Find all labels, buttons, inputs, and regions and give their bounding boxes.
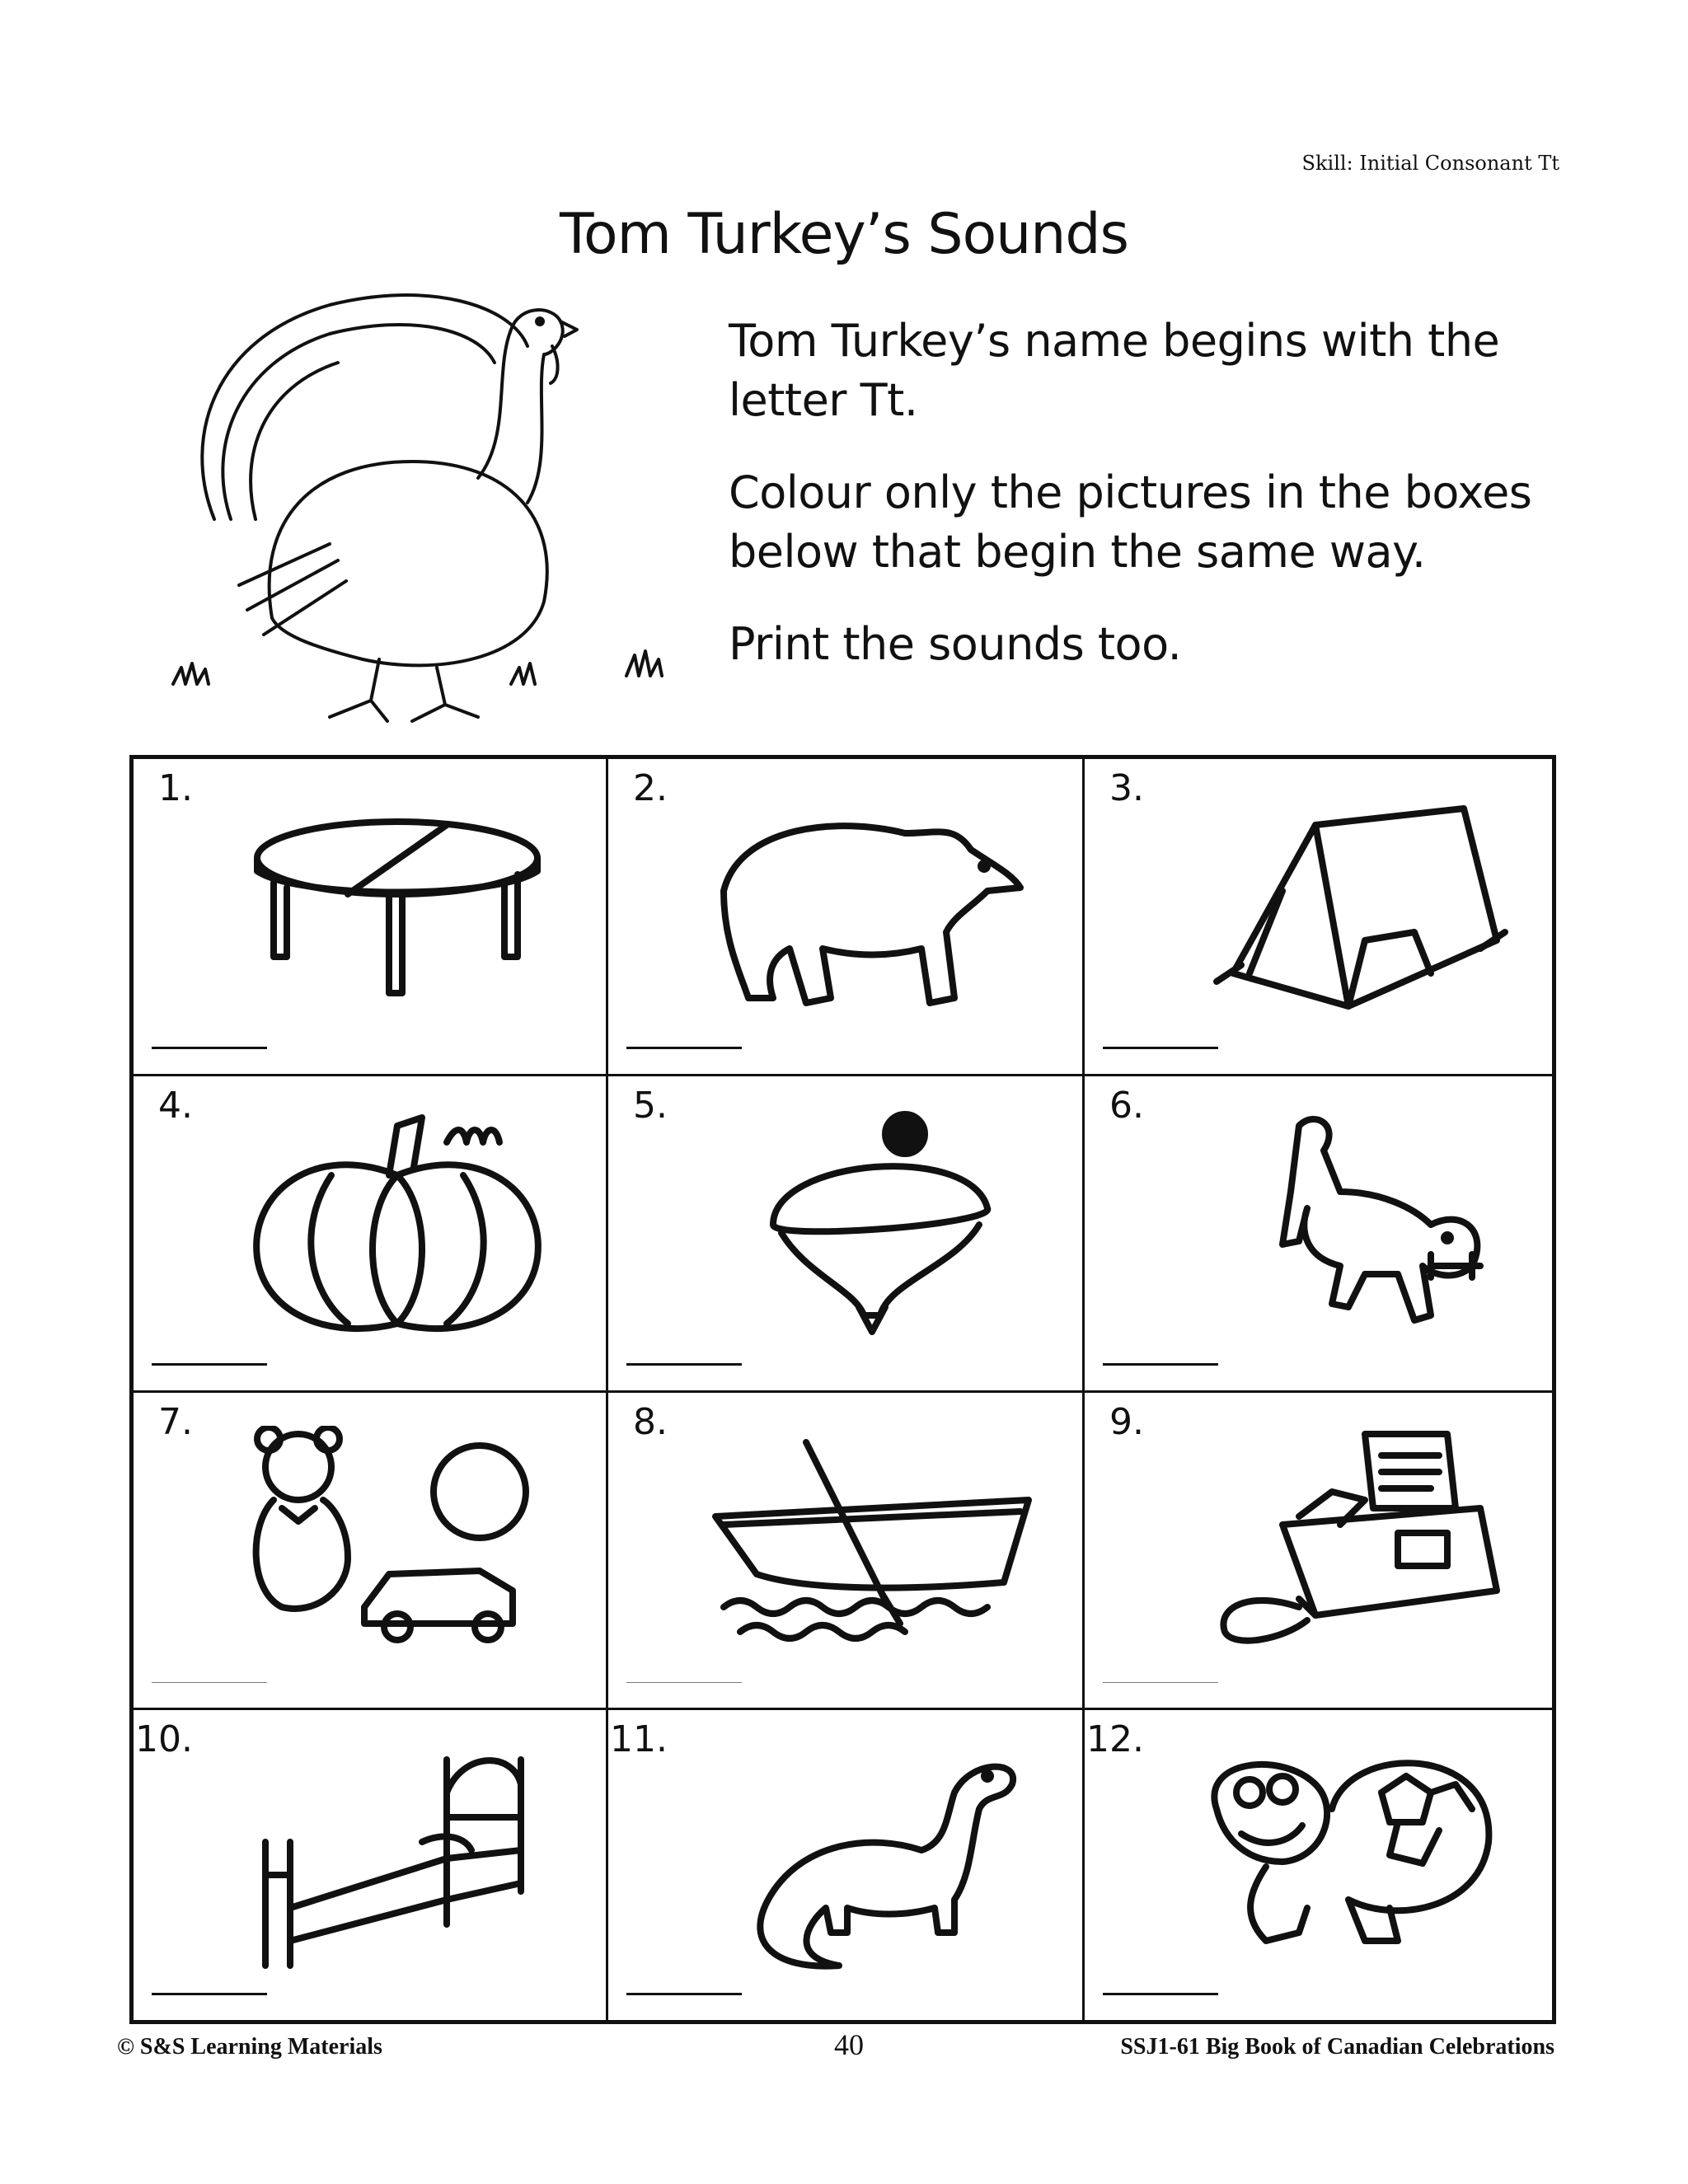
box-8[interactable] [608,1393,1085,1710]
skill-label: Skill: Initial Consonant Tt [1301,152,1559,175]
instruction-2: Colour only the pictures in the boxes below that begin the same way. [729,466,1532,578]
box-number: 5. [633,1085,668,1127]
box-7[interactable] [134,1393,608,1710]
box-5[interactable] [608,1076,1085,1393]
box-10[interactable] [134,1710,608,2020]
box-number: 2. [633,767,668,809]
dinosaur-icon [707,1743,1037,1974]
box-number: 3. [1109,767,1144,809]
answer-line[interactable] [1103,1993,1218,1995]
box-12[interactable] [1085,1710,1552,2020]
tent-icon [1184,792,1513,1023]
answer-line[interactable] [626,1047,742,1049]
box-number: 8. [633,1401,668,1443]
box-number: 11. [610,1718,668,1760]
instructions [729,312,1619,707]
box-number: 4. [158,1085,193,1127]
box-4[interactable] [134,1076,608,1393]
answer-line[interactable] [626,1363,742,1366]
boat-icon [707,1426,1037,1657]
toys-icon [232,1426,562,1657]
box-6[interactable] [1085,1076,1552,1393]
dog-icon [1184,1109,1513,1340]
pumpkin-icon [232,1109,562,1340]
box-number: 12. [1086,1718,1144,1760]
box-number: 10. [135,1718,193,1760]
page-number: 40 [834,2028,864,2061]
answer-line[interactable] [626,1682,742,1683]
footer-copyright: © S&S Learning Materials [117,2034,382,2060]
answer-line[interactable] [1103,1682,1218,1683]
answer-line[interactable] [1103,1363,1218,1366]
answer-line[interactable] [1103,1047,1218,1049]
box-number: 7. [158,1401,193,1443]
bear-icon [707,792,1037,1023]
box-number: 1. [158,767,193,809]
instruction-3: Print the sounds too. [729,618,1182,670]
answer-line[interactable] [152,1047,267,1049]
answer-line[interactable] [626,1993,742,1995]
page-title: Tom Turkey’s Sounds [560,202,1128,267]
answer-line[interactable] [152,1993,267,1995]
box-number: 6. [1109,1085,1144,1127]
table-icon [232,792,562,1023]
box-number: 9. [1109,1401,1144,1443]
box-9[interactable] [1085,1393,1552,1710]
picture-grid [129,755,1556,2024]
turkey-illustration [165,272,692,733]
box-11[interactable] [608,1710,1085,2020]
answer-line[interactable] [152,1682,267,1683]
box-3[interactable] [1085,759,1552,1076]
bed-icon [232,1743,562,1974]
instruction-1: Tom Turkey’s name begins with the letter Tt. [729,315,1500,426]
answer-line[interactable] [152,1363,267,1366]
box-2[interactable] [608,759,1085,1076]
fax-machine-icon [1184,1426,1513,1657]
turtle-icon [1184,1743,1513,1974]
footer-book-title: SSJ1-61 Big Book of Canadian Celebrations [1120,2034,1554,2060]
spinning-top-icon [707,1109,1037,1340]
box-1[interactable] [134,759,608,1076]
